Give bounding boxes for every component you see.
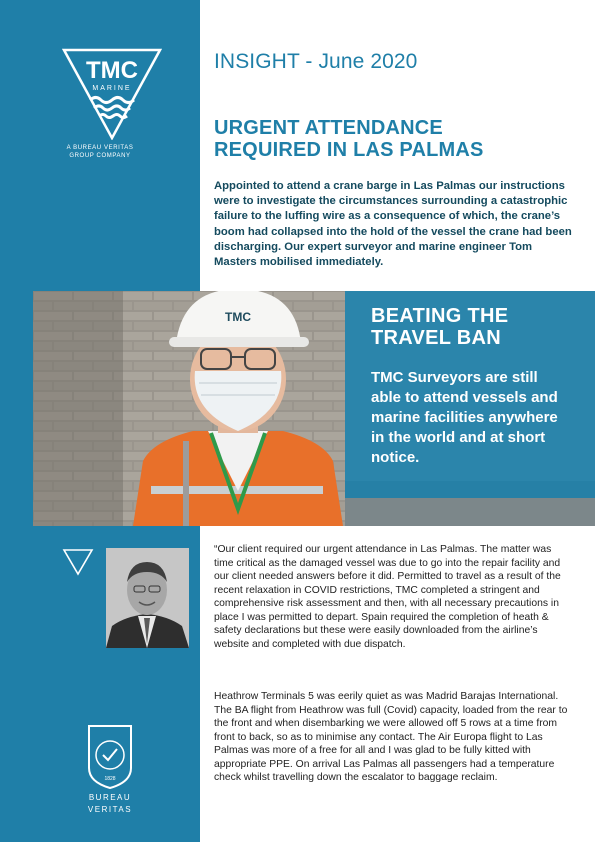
- page-title: INSIGHT - June 2020: [214, 50, 418, 73]
- tmc-marine-logo: [62, 48, 162, 140]
- logo-subtitle: MARINE: [92, 85, 132, 92]
- logo-caption: A BUREAU VERITAS GROUP COMPANY: [66, 145, 134, 159]
- travel-ban-callout: [345, 291, 595, 498]
- bv-logo-year: 1828: [104, 776, 116, 782]
- callout-body: TMC Surveyors are still able to attend vessels and marine facilities anywhere in the world and at short notice.: [371, 369, 558, 466]
- headline-line-1: URGENT ATTENDANCE: [214, 117, 443, 139]
- bureau-veritas-logo: [83, 722, 137, 818]
- article-headline: [214, 117, 574, 161]
- down-triangle-icon: [62, 548, 94, 576]
- bv-logo-top: BUREAU: [88, 793, 132, 802]
- body-paragraph-1: “Our client required our urgent attendance in Las Palmas. The matter was time critical as the damaged vessel was due to go into the repair facility and our client needed answers before it did. Permitted to travel as a result of the recent relaxation in COVID restrictions, TMC completed a stringent and comprehensive risk assessment and then, with all necessary precautions in place I was permitted to depart. Spain required the completion of heath & safety declarations but these were easily downloaded from the airline’s website and completed with due dispatch.: [214, 544, 561, 650]
- helmet-logo-text: TMC: [225, 310, 251, 324]
- bv-logo-bottom: VERITAS: [87, 805, 133, 814]
- lead-paragraph: Appointed to attend a crane barge in Las Palmas our instructions were to investigate the circumstances surrounding a catastrophic failure to the luffing wire as a consequence of which, the crane’s boom had collapsed into the hold of the vessel the crane had been discharging. Our expert surveyor and marine engineer Tom Masters mobilised immediately.: [214, 180, 572, 269]
- callout-title: [371, 305, 585, 349]
- callout-title-line-1: BEATING THE: [371, 305, 509, 327]
- surveyor-portrait: [106, 548, 189, 648]
- logo-wordmark: TMC: [86, 57, 138, 84]
- body-paragraph-2: Heathrow Terminals 5 was eerily quiet as was Madrid Barajas International. The BA flight from Heathrow was full (Covid) capacity, loaded from the rear to the front and when disembarking we were allowed off 5 rows at a time from front to back, so as to minimise any contact. The Air Europa flight to Las Palmas was more of a free for all and I was glad to be fully kitted with appropriate PPE. On arrival Las Palmas all passengers had a temperature check whilst travelling down the escalator to baggage reclaim.: [214, 691, 568, 784]
- callout-title-line-2: TRAVEL BAN: [371, 327, 502, 349]
- headline-line-2: REQUIRED IN LAS PALMAS: [214, 139, 484, 161]
